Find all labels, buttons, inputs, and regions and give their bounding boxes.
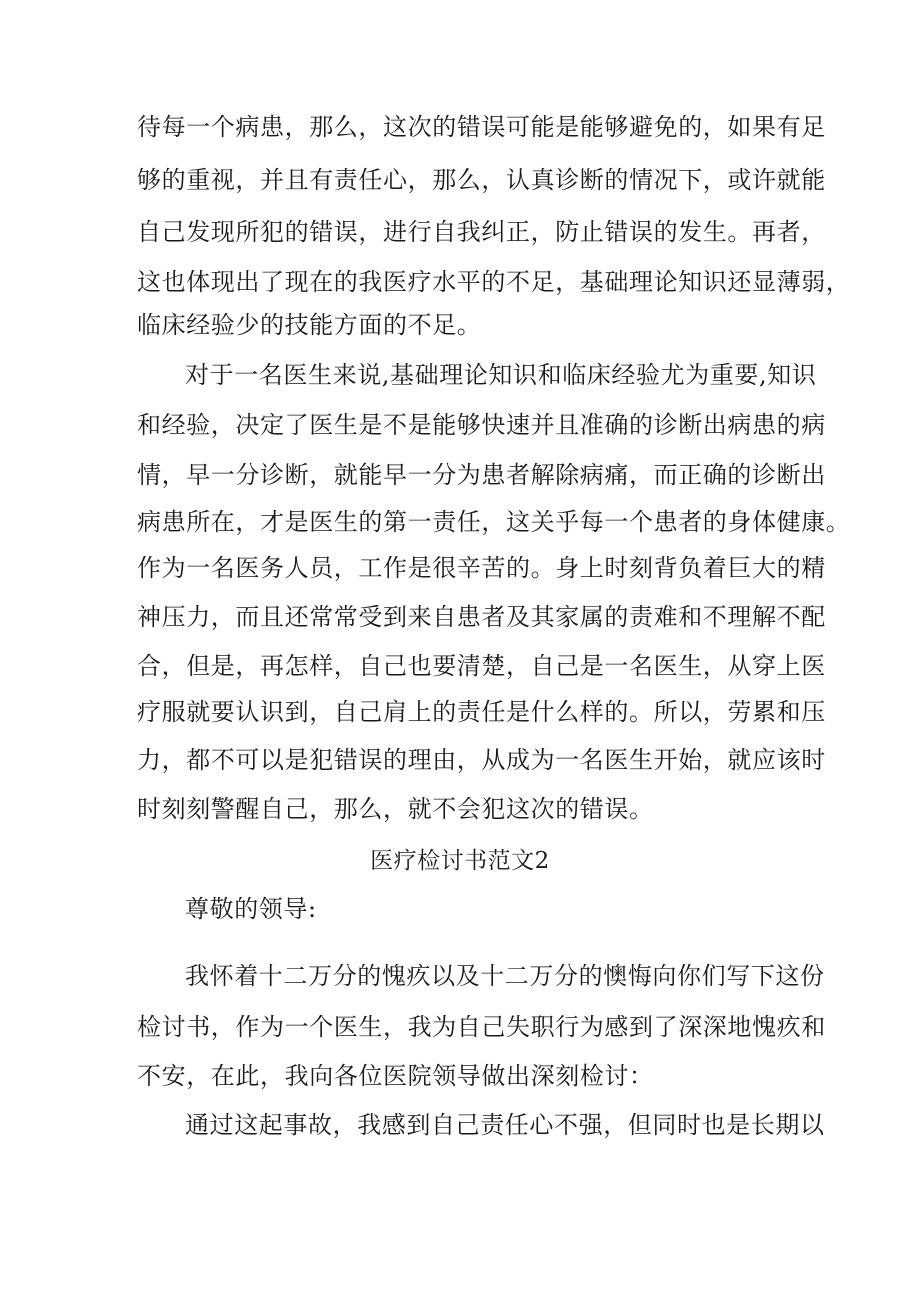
text-line: 情，早一分诊断，就能早一分为患者解除病痛，而正确的诊断出 (137, 461, 826, 489)
text-line: 够的重视，并且有责任心，那么，认真诊断的情况下，或许就能 (137, 166, 826, 194)
text-line: 待每一个病患，那么，这次的错误可能是能够避免的，如果有足 (137, 113, 826, 141)
text-line: 自己发现所犯的错误，进行自我纠正，防止错误的发生。再者， (137, 218, 826, 246)
text-line: 和经验，决定了医生是不是能够快速并且准确的诊断出病患的病 (137, 411, 826, 439)
section-title: 医疗检讨书范文2 (370, 848, 550, 874)
text-line: 临床经验少的技能方面的不足。 (137, 311, 482, 339)
text-line: 不安，在此，我向各位医院领导做出深刻检讨： (137, 1062, 654, 1090)
text-line: 力，都不可以是犯错误的理由，从成为一名医生开始，就应该时 (137, 746, 826, 774)
text-line: 我怀着十二万分的愧疚以及十二万分的懊悔向你们写下这份 (185, 962, 825, 990)
text-line: 神压力，而且还常常受到来自患者及其家属的责难和不理解不配 (137, 603, 826, 631)
salutation: 尊敬的领导: (185, 895, 317, 923)
text-line: 病患所在，才是医生的第一责任，这关乎每一个患者的身体健康。 (137, 508, 851, 536)
text-line: 疗服就要认识到，自己肩上的责任是什么样的。所以，劳累和压 (137, 698, 826, 726)
text-line: 这也体现出了现在的我医疗水平的不足，基础理论知识还显薄弱， (137, 268, 851, 296)
text-line: 通过这起事故，我感到自己责任心不强，但同时也是长期以 (185, 1111, 825, 1139)
text-line: 合，但是，再怎样，自己也要清楚，自己是一名医生，从穿上医 (137, 652, 826, 680)
text-line: 对于一名医生来说,基础理论知识和临床经验尤为重要,知识 (185, 361, 817, 389)
text-line: 时刻刻警醒自己，那么，就不会犯这次的错误。 (137, 795, 654, 823)
text-line: 检讨书，作为一个医生，我为自己失职行为感到了深深地愧疚和 (137, 1013, 826, 1041)
text-line: 作为一名医务人员，工作是很辛苦的。身上时刻背负着巨大的精 (137, 554, 826, 582)
